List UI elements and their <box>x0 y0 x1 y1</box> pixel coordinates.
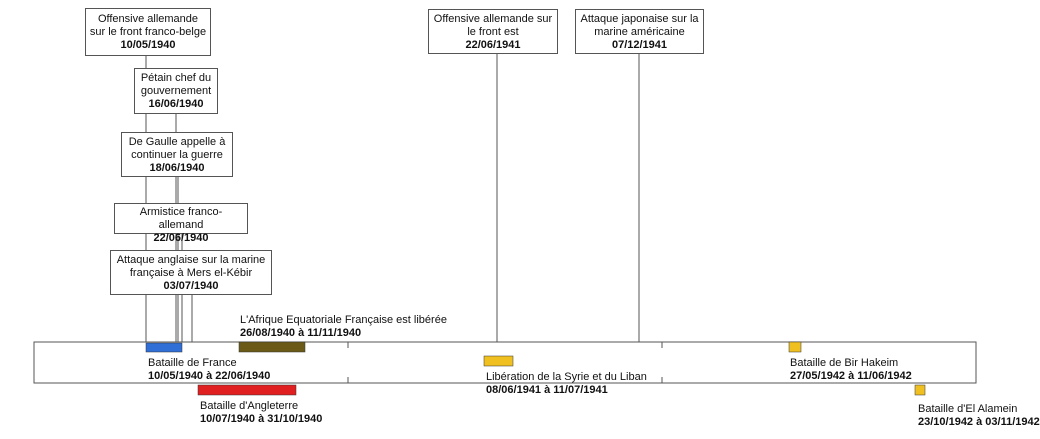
period-bar-p1 <box>146 343 182 352</box>
event-date: 16/06/1940 <box>148 98 204 110</box>
event-date: 03/07/1940 <box>163 280 219 292</box>
event-label: Pétain chef du gouvernement <box>140 72 212 97</box>
event-date: 07/12/1941 <box>611 39 668 51</box>
event-date: 10/05/1940 <box>120 39 176 51</box>
period-label-p5 <box>790 357 912 383</box>
event-box-e6 <box>428 9 558 54</box>
period-bar-p5 <box>789 342 801 352</box>
period-label-p3 <box>200 400 322 426</box>
event-box-e1 <box>85 8 211 56</box>
event-label: Offensive allemande sur le front franco-belge <box>89 13 207 38</box>
period-label-p4 <box>486 371 647 397</box>
period-name: Libération de la Syrie et du Liban <box>486 371 647 383</box>
event-label: Attaque anglaise sur la marine française à Mers el-Kébir <box>116 254 266 279</box>
event-box-e2 <box>134 68 218 114</box>
event-label: De Gaulle appelle à continuer la guerre <box>128 136 226 161</box>
event-date: 22/06/1940 <box>153 232 209 244</box>
event-label: Attaque japonaise sur la marine américaine <box>580 13 699 38</box>
period-dates: 10/05/1940 à 22/06/1940 <box>148 370 271 382</box>
event-box-e4 <box>114 203 248 244</box>
event-label: Offensive allemande sur le front est <box>433 13 553 38</box>
event-date: 18/06/1940 <box>149 162 205 174</box>
event-box-e5 <box>110 250 272 295</box>
period-dates: 23/10/1942 à 03/11/1942 <box>918 416 1040 428</box>
period-bar-p4 <box>484 356 513 366</box>
period-dates: 08/06/1941 à 11/07/1941 <box>486 384 608 396</box>
event-date: 22/06/1941 <box>465 39 521 51</box>
event-label: Armistice franco-allemand <box>139 206 223 231</box>
period-dates: 26/08/1940 à 11/11/1940 <box>240 327 362 339</box>
period-bar-p6 <box>915 385 925 395</box>
period-name: Bataille de France <box>148 357 237 369</box>
period-name: L'Afrique Equatoriale Française est libérée <box>240 314 447 326</box>
event-box-e3 <box>121 132 233 177</box>
period-dates: 27/05/1942 à 11/06/1942 <box>790 370 912 382</box>
period-dates: 10/07/1940 à 31/10/1940 <box>200 413 323 425</box>
period-name: Bataille d'El Alamein <box>918 403 1018 415</box>
period-name: Bataille de Bir Hakeim <box>790 357 899 369</box>
period-bar-p3 <box>198 385 296 395</box>
period-bar-p2 <box>239 342 305 352</box>
period-name: Bataille d'Angleterre <box>200 400 299 412</box>
period-label-p2 <box>240 314 447 340</box>
event-box-e7 <box>575 9 704 54</box>
period-label-p1 <box>148 357 270 383</box>
period-label-p6 <box>918 403 1040 429</box>
